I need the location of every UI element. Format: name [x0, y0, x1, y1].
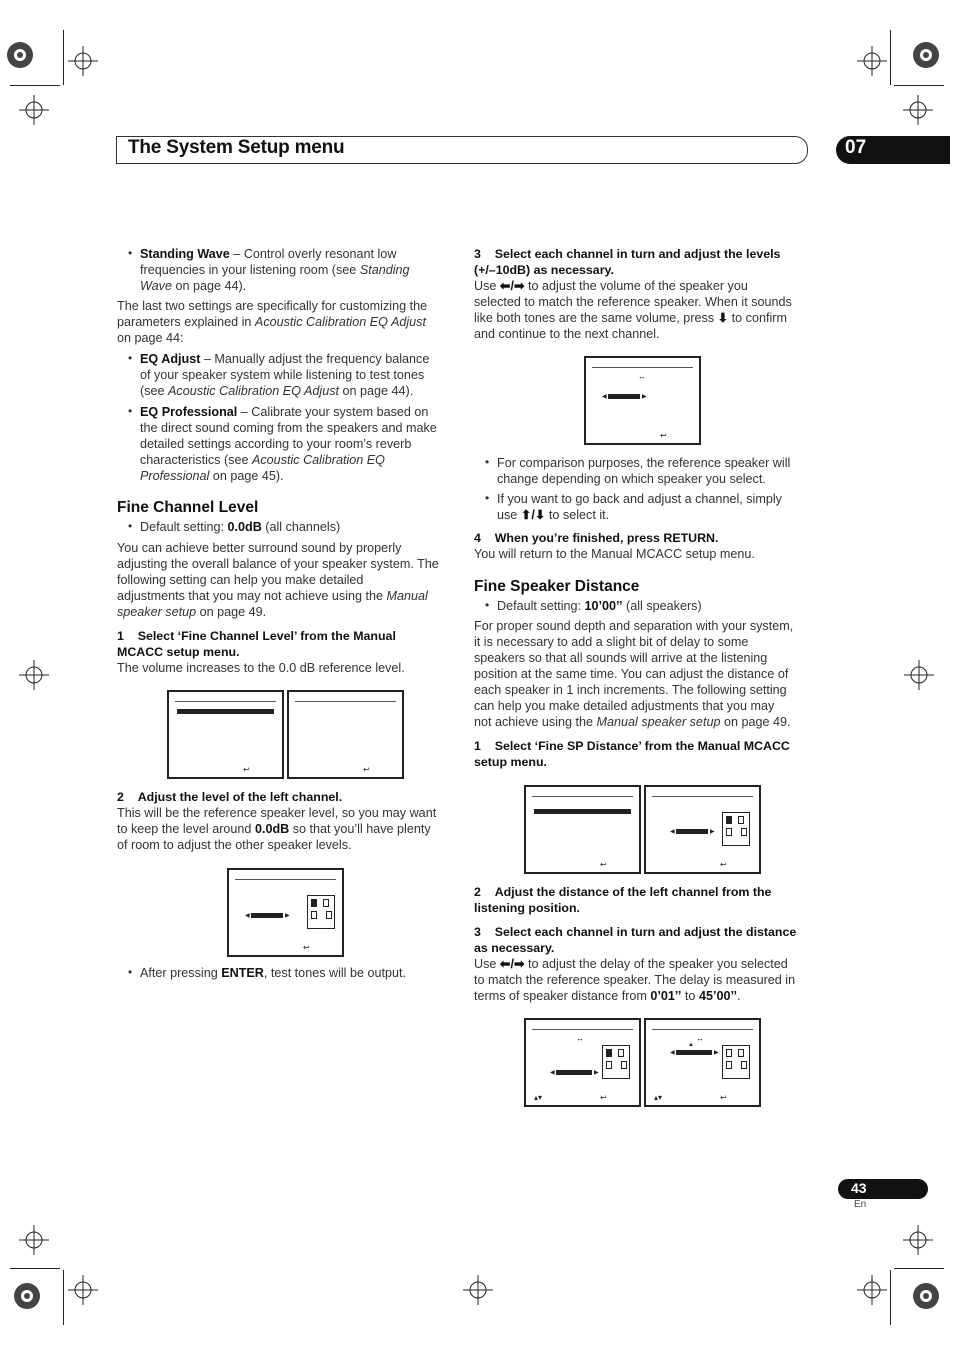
fsd-step-2-line1: 2 Adjust the distance of the left channel from the — [474, 885, 772, 899]
eq-adjust-line1: EQ Adjust – Manually adjust the frequency balance — [140, 352, 430, 366]
bullet-icon: • — [128, 965, 133, 979]
screen-highlight-bar — [534, 809, 631, 814]
return-icon: ↩ — [660, 431, 667, 440]
eq-adjust-line3: (see Acoustic Calibration EQ Adjust on page 44). — [140, 384, 414, 398]
page-number: 43 — [851, 1180, 867, 1196]
standing-wave-line1: Standing Wave – Control overly resonant low — [140, 247, 397, 261]
bullet-icon: • — [128, 351, 133, 365]
para1-line1: The last two settings are specifically for customizing the — [117, 299, 428, 313]
fsd-step-1-line2: setup menu. — [474, 755, 547, 769]
fsd-step-3-text-line1: Use ⬅/➡ to adjust the delay of the speaker you selected — [474, 957, 788, 971]
distance-bar — [556, 1070, 592, 1075]
speaker-layout-icon — [722, 812, 750, 846]
crosshair-mark-icon — [68, 46, 98, 76]
bullet-icon: • — [485, 598, 490, 612]
fsd-para-line3: speakers so that all sounds will arrive at the listening — [474, 651, 768, 665]
fsd-step-3-line1: 3 Select each channel in turn and adjust the distance — [474, 925, 797, 939]
eq-pro-line5: Professional on page 45). — [140, 469, 284, 483]
eq-pro-line3: detailed settings according to your room’s reverb — [140, 437, 412, 451]
para1-line3: on page 44: — [117, 331, 184, 345]
left-arrow-icon: ◀ — [670, 829, 675, 835]
up-down-icon: ▴▾ — [534, 1093, 543, 1102]
fsd-step-3-line2: as necessary. — [474, 941, 555, 955]
screen-divider — [592, 367, 693, 368]
osd-screen — [524, 1018, 641, 1107]
page-title: The System Setup menu — [128, 137, 345, 158]
return-icon: ↩ — [363, 765, 370, 774]
return-icon: ↩ — [303, 943, 310, 952]
fsd-para-line7: not achieve using the Manual speaker setup on page 49. — [474, 715, 791, 729]
step-3-text-line1: Use ⬅/➡ to adjust the volume of the speaker you — [474, 279, 748, 293]
crosshair-mark-icon — [904, 660, 934, 690]
left-right-arrow-icon: ↔ — [696, 1034, 704, 1043]
right-arrow-icon: ▶ — [594, 1070, 599, 1076]
fcl-para-line3: following setting can help you make detailed — [117, 573, 364, 587]
bullet-icon: • — [485, 455, 490, 469]
osd-screen — [287, 690, 404, 779]
crosshair-mark-icon — [19, 95, 49, 125]
registration-mark-icon — [12, 1281, 42, 1311]
speaker-layout-icon — [602, 1045, 630, 1079]
screen-divider — [295, 701, 396, 702]
step-1-line2: MCACC setup menu. — [117, 645, 240, 659]
step-3-line2: (+/–10dB) as necessary. — [474, 263, 614, 277]
registration-mark-icon — [911, 40, 941, 70]
enter-note: After pressing ENTER, test tones will be output. — [140, 966, 407, 980]
fcl-para-line2: adjusting the overall balance of your speaker system. The — [117, 557, 439, 571]
fsd-step-3-text-line3: terms of speaker distance from 0’01’’ to 45’00’’. — [474, 989, 741, 1003]
return-icon: ↩ — [243, 765, 250, 774]
step-2-text-line1: This will be the reference speaker level, so you may want — [117, 806, 437, 820]
step-3-text-line3: like both tones are the same volume, press ⬇ to confirm — [474, 311, 787, 325]
bullet-icon: • — [128, 404, 133, 418]
up-arrow-icon: ▲ — [688, 1042, 694, 1048]
speaker-layout-icon — [722, 1045, 750, 1079]
step-2-line1: 2 Adjust the level of the left channel. — [117, 790, 343, 804]
default-setting: Default setting: 0.0dB (all channels) — [140, 520, 341, 534]
standing-wave-line3: Wave on page 44). — [140, 279, 247, 293]
osd-screen — [644, 785, 761, 874]
return-icon: ↩ — [720, 860, 727, 869]
osd-screen — [167, 690, 284, 779]
registration-mark-icon — [911, 1281, 941, 1311]
step-4-text: You will return to the Manual MCACC setup menu. — [474, 547, 755, 561]
crop-line — [10, 85, 60, 86]
para1-line2: parameters explained in Acoustic Calibration EQ Adjust — [117, 315, 426, 329]
left-arrow-icon: ◀ — [602, 394, 607, 400]
section-heading: Fine Speaker Distance — [474, 578, 640, 595]
eq-adjust-line2: of your speaker system while listening to test tones — [140, 368, 425, 382]
fcl-para-line5: speaker setup on page 49. — [117, 605, 267, 619]
fsd-para-line6: can help you make detailed adjustments that you may — [474, 699, 775, 713]
step-4-line1: 4 When you’re finished, press RETURN. — [474, 531, 719, 545]
bullet-icon: • — [128, 519, 133, 533]
screen-divider — [235, 879, 336, 880]
eq-pro-line2: the direct sound coming from the speakers and make — [140, 421, 437, 435]
osd-screen — [524, 785, 641, 874]
fsd-para-line4: position at the same time. You can adjust the distance of — [474, 667, 789, 681]
crosshair-mark-icon — [857, 46, 887, 76]
fsd-step-2-line2: listening position. — [474, 901, 581, 915]
bullet-icon: • — [485, 491, 490, 505]
right-arrow-icon: ▶ — [285, 913, 290, 919]
crosshair-mark-icon — [857, 1275, 887, 1305]
fcl-para-line1: You can achieve better surround sound by properly — [117, 541, 402, 555]
left-arrow-icon: ◀ — [245, 913, 250, 919]
left-arrow-icon: ◀ — [670, 1050, 675, 1056]
step-2-text-line2: to keep the level around 0.0dB so that you’ll have plenty — [117, 822, 431, 836]
crop-line — [63, 30, 64, 85]
screen-highlight-bar — [177, 709, 274, 714]
osd-screen — [644, 1018, 761, 1107]
chapter-number: 07 — [845, 137, 867, 158]
return-icon: ↩ — [600, 860, 607, 869]
comparison-line1: For comparison purposes, the reference speaker will — [497, 456, 791, 470]
step-1-line1: 1 Select ‘Fine Channel Level’ from the Manual — [117, 629, 396, 643]
crop-line — [890, 1270, 891, 1325]
section-heading: Fine Channel Level — [117, 499, 259, 516]
right-arrow-icon: ▶ — [642, 394, 647, 400]
left-right-arrow-icon: ↔ — [638, 372, 646, 381]
left-right-arrow-icon: ↔ — [576, 1034, 584, 1043]
screen-divider — [652, 1029, 753, 1030]
fsd-para-line1: For proper sound depth and separation with your system, — [474, 619, 794, 633]
comparison-line2: change depending on which speaker you select. — [497, 472, 766, 486]
crosshair-mark-icon — [903, 95, 933, 125]
crosshair-mark-icon — [463, 1275, 493, 1305]
screen-divider — [175, 701, 276, 702]
step-3-line1: 3 Select each channel in turn and adjust the levels — [474, 247, 781, 261]
crop-line — [894, 85, 944, 86]
step-2-text-line3: of room to adjust the other speaker levels. — [117, 838, 352, 852]
crop-line — [890, 30, 891, 85]
level-bar — [251, 913, 283, 918]
crosshair-mark-icon — [903, 1225, 933, 1255]
distance-bar — [676, 829, 708, 834]
fcl-para-line4: adjustments that you may not achieve using the Manual — [117, 589, 428, 603]
go-back-line2: use ⬆/⬇ to select it. — [497, 508, 610, 522]
crop-line — [10, 1268, 60, 1269]
language-code: En — [854, 1199, 867, 1210]
left-arrow-icon: ◀ — [550, 1070, 555, 1076]
fsd-step-1-line1: 1 Select ‘Fine SP Distance’ from the Manual MCACC — [474, 739, 790, 753]
right-arrow-icon: ▶ — [710, 829, 715, 835]
bullet-icon: • — [128, 246, 133, 260]
crosshair-mark-icon — [19, 660, 49, 690]
step-3-text-line4: and continue to the next channel. — [474, 327, 660, 341]
fsd-para-line2: it is necessary to add a slight bit of delay to some — [474, 635, 749, 649]
speaker-layout-icon — [307, 895, 335, 929]
osd-screen — [584, 356, 701, 445]
crosshair-mark-icon — [68, 1275, 98, 1305]
fsd-para-line5: each speaker in 1 inch increments. The following setting — [474, 683, 787, 697]
eq-pro-line1: EQ Professional – Calibrate your system based on — [140, 405, 429, 419]
screen-divider — [532, 796, 633, 797]
return-icon: ↩ — [720, 1093, 727, 1102]
screen-divider — [532, 1029, 633, 1030]
crosshair-mark-icon — [19, 1225, 49, 1255]
return-icon: ↩ — [600, 1093, 607, 1102]
crop-line — [894, 1268, 944, 1269]
go-back-line1: If you want to go back and adjust a channel, simply — [497, 492, 782, 506]
eq-pro-line4: characteristics (see Acoustic Calibration EQ — [140, 453, 385, 467]
registration-mark-icon — [5, 40, 35, 70]
right-arrow-icon: ▶ — [714, 1050, 719, 1056]
fsd-step-3-text-line2: to match the reference speaker. The delay is measured in — [474, 973, 796, 987]
up-down-icon: ▴▾ — [654, 1093, 663, 1102]
level-bar — [608, 394, 640, 399]
osd-screen — [227, 868, 344, 957]
crop-line — [63, 1270, 64, 1325]
screen-divider — [652, 796, 753, 797]
step-1-text: The volume increases to the 0.0 dB reference level. — [117, 661, 405, 675]
standing-wave-line2: frequencies in your listening room (see Standing — [140, 263, 410, 277]
default-setting: Default setting: 10’00’’ (all speakers) — [497, 599, 702, 613]
distance-bar — [676, 1050, 712, 1055]
step-3-text-line2: selected to match the reference speaker. When it sounds — [474, 295, 792, 309]
